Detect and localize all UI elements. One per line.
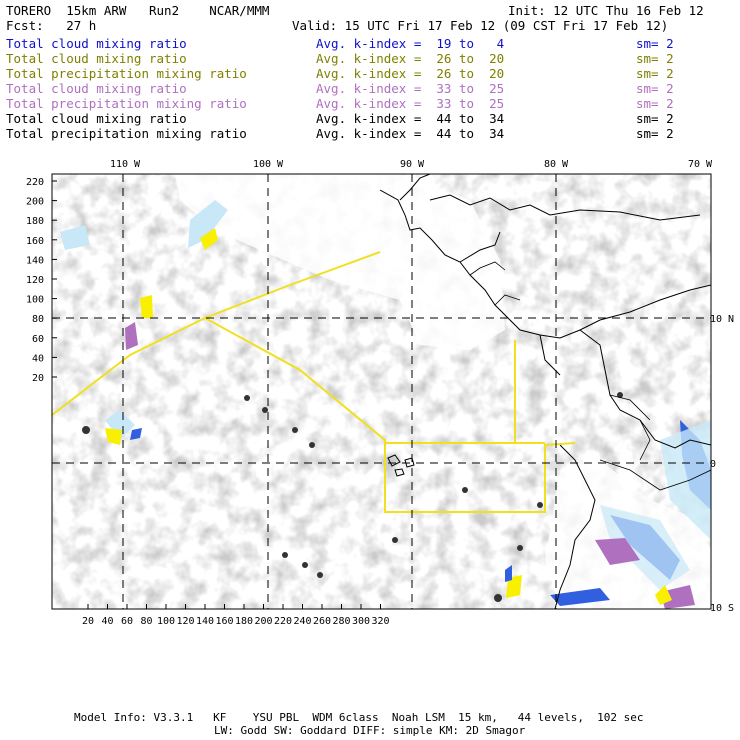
legend-field: Total cloud mixing ratio xyxy=(6,111,187,126)
lon-label: 90 W xyxy=(399,159,425,170)
legend-index: Avg. k-index = 33 to 25 xyxy=(316,96,505,111)
legend-index: Avg. k-index = 33 to 25 xyxy=(316,81,505,96)
lon-label: 70 W xyxy=(687,159,713,170)
model-title: TORERO 15km ARW Run2 NCAR/MMM xyxy=(6,3,270,18)
x-grid-label: 160 xyxy=(215,616,234,627)
legend-sm: sm= 2 xyxy=(636,96,674,111)
legend-index: Avg. k-index = 26 to 20 xyxy=(316,66,505,81)
legend-field: Total precipitation mixing ratio xyxy=(6,96,247,111)
legend-sm: sm= 2 xyxy=(636,126,674,141)
x-grid-label: 260 xyxy=(312,616,332,627)
y-grid-label: 60 xyxy=(31,333,44,345)
model-info-line1: Model Info: V3.3.1 KF YSU PBL WDM 6class Noah LSM 15 km, 44 levels, 102 sec xyxy=(74,711,644,724)
legend-field: Total cloud mixing ratio xyxy=(6,36,187,51)
y-grid-label: 160 xyxy=(25,235,44,247)
y-grid-label: 40 xyxy=(31,353,44,365)
init-time: Init: 12 UTC Thu 16 Feb 12 xyxy=(508,3,704,18)
legend-sm: sm= 2 xyxy=(636,51,674,66)
lon-label: 100 W xyxy=(252,159,284,170)
lat-label: 0 xyxy=(710,459,717,470)
legend-field: Total cloud mixing ratio xyxy=(6,81,187,96)
x-grid-label: 20 xyxy=(81,616,95,627)
lat-label: 10 N xyxy=(710,314,735,325)
x-grid-label: 220 xyxy=(273,616,293,627)
legend-field: Total precipitation mixing ratio xyxy=(6,66,247,81)
yellow-patch xyxy=(140,295,153,318)
x-grid-label: 100 xyxy=(156,616,176,627)
y-grid-label: 80 xyxy=(31,314,44,326)
x-grid-label: 240 xyxy=(293,616,312,627)
y-grid-label: 100 xyxy=(25,294,44,306)
forecast-hour: Fcst: 27 h xyxy=(6,18,97,33)
legend-field: Total cloud mixing ratio xyxy=(6,51,187,66)
x-grid-label: 200 xyxy=(254,616,273,627)
x-grid-label: 120 xyxy=(176,616,195,627)
lon-label: 110 W xyxy=(109,159,141,170)
x-grid-label: 300 xyxy=(351,616,371,627)
legend-field: Total precipitation mixing ratio xyxy=(6,126,247,141)
x-grid-label: 280 xyxy=(332,616,351,627)
y-grid-label: 140 xyxy=(25,255,44,267)
legend-sm: sm= 2 xyxy=(636,111,674,126)
legend-index: Avg. k-index = 44 to 34 xyxy=(316,126,505,141)
legend-sm: sm= 2 xyxy=(636,66,674,81)
x-grid-label: 60 xyxy=(120,616,134,627)
legend-sm: sm= 2 xyxy=(636,36,674,51)
legend-index: Avg. k-index = 44 to 34 xyxy=(316,111,505,126)
legend-index: Avg. k-index = 19 to 4 xyxy=(316,36,505,51)
y-grid-label: 200 xyxy=(25,196,44,208)
lon-label: 80 W xyxy=(543,159,569,170)
x-grid-label: 80 xyxy=(140,616,153,627)
y-grid-label: 220 xyxy=(25,177,44,188)
valid-time: Valid: 15 UTC Fri 17 Feb 12 (09 CST Fri 17 Feb 12) xyxy=(292,18,669,33)
y-grid-label: 20 xyxy=(31,373,44,384)
y-grid-label: 120 xyxy=(25,275,44,286)
x-grid-label: 40 xyxy=(101,616,114,627)
model-info-line2: LW: Godd SW: Goddard DIFF: simple KM: 2D Smagor xyxy=(214,724,526,737)
legend-sm: sm= 2 xyxy=(636,81,674,96)
lat-label: 10 S xyxy=(710,603,735,614)
y-grid-label: 180 xyxy=(25,216,44,228)
x-grid-label: 180 xyxy=(234,616,254,627)
x-grid-label: 320 xyxy=(371,616,390,627)
x-grid-label: 140 xyxy=(195,616,215,627)
legend-index: Avg. k-index = 26 to 20 xyxy=(316,51,505,66)
